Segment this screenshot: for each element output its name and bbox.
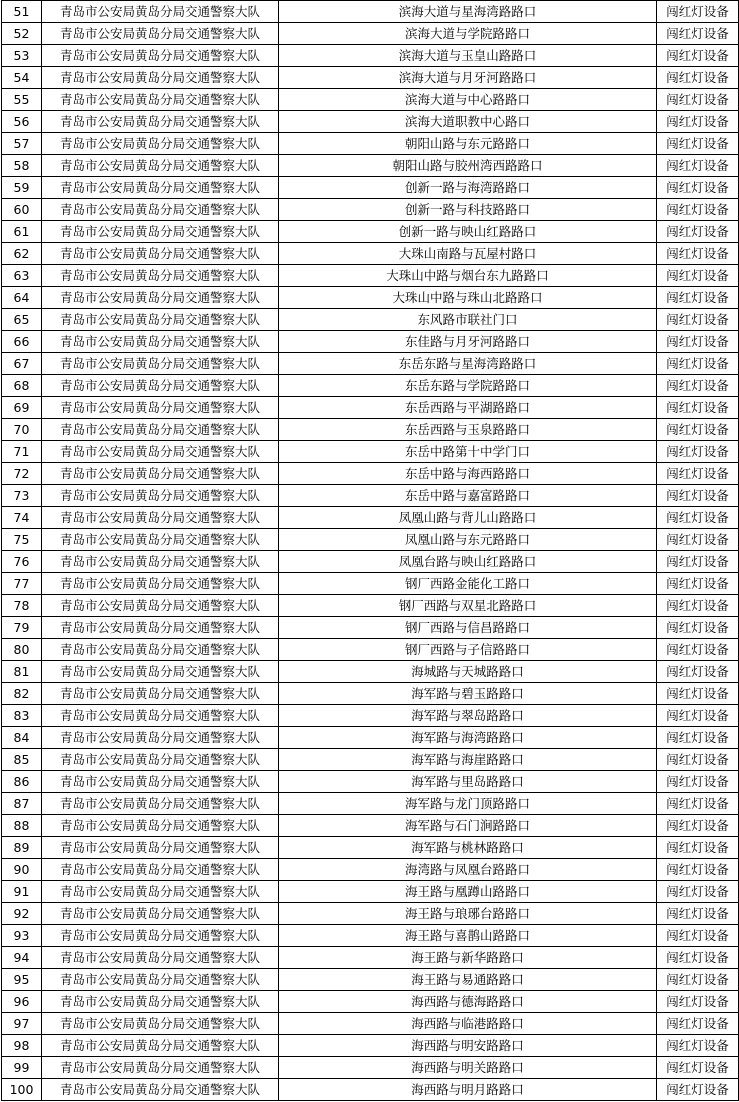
row-unit: 青岛市公安局黄岛分局交通警察大队 (42, 661, 279, 683)
row-device-type: 闯红灯设备 (657, 177, 739, 199)
row-device-type: 闯红灯设备 (657, 573, 739, 595)
table-row (2, 111, 739, 133)
row-unit: 青岛市公安局黄岛分局交通警察大队 (42, 287, 279, 309)
row-device-type: 闯红灯设备 (657, 199, 739, 221)
row-location: 海王路与琅琊台路路口 (279, 903, 657, 925)
table-row (2, 859, 739, 881)
table-row (2, 265, 739, 287)
row-device-type: 闯红灯设备 (657, 595, 739, 617)
row-number: 70 (2, 419, 42, 441)
row-device-type: 闯红灯设备 (657, 529, 739, 551)
row-unit: 青岛市公安局黄岛分局交通警察大队 (42, 617, 279, 639)
row-device-type: 闯红灯设备 (657, 991, 739, 1013)
row-number: 56 (2, 111, 42, 133)
row-number: 85 (2, 749, 42, 771)
row-location: 东风路市联社门口 (279, 309, 657, 331)
row-number: 76 (2, 551, 42, 573)
row-unit: 青岛市公安局黄岛分局交通警察大队 (42, 815, 279, 837)
row-device-type: 闯红灯设备 (657, 89, 739, 111)
table-row (2, 177, 739, 199)
row-unit: 青岛市公安局黄岛分局交通警察大队 (42, 23, 279, 45)
row-location: 凤凰山路与东元路路口 (279, 529, 657, 551)
row-device-type: 闯红灯设备 (657, 221, 739, 243)
row-device-type: 闯红灯设备 (657, 133, 739, 155)
table-row (2, 463, 739, 485)
row-device-type: 闯红灯设备 (657, 243, 739, 265)
table-row (2, 661, 739, 683)
row-number: 74 (2, 507, 42, 529)
row-device-type: 闯红灯设备 (657, 661, 739, 683)
row-number: 100 (2, 1079, 42, 1101)
table-row (2, 67, 739, 89)
row-location: 滨海大道与中心路路口 (279, 89, 657, 111)
row-unit: 青岛市公安局黄岛分局交通警察大队 (42, 793, 279, 815)
row-unit: 青岛市公安局黄岛分局交通警察大队 (42, 155, 279, 177)
row-device-type: 闯红灯设备 (657, 265, 739, 287)
row-number: 69 (2, 397, 42, 419)
table-row (2, 1079, 739, 1101)
row-location: 凤凰山路与背儿山路路口 (279, 507, 657, 529)
row-unit: 青岛市公安局黄岛分局交通警察大队 (42, 903, 279, 925)
row-number: 55 (2, 89, 42, 111)
row-number: 75 (2, 529, 42, 551)
table-row (2, 529, 739, 551)
table-row (2, 617, 739, 639)
row-device-type: 闯红灯设备 (657, 793, 739, 815)
row-unit: 青岛市公安局黄岛分局交通警察大队 (42, 353, 279, 375)
row-location: 凤凰台路与映山红路路口 (279, 551, 657, 573)
row-device-type: 闯红灯设备 (657, 353, 739, 375)
row-unit: 青岛市公安局黄岛分局交通警察大队 (42, 551, 279, 573)
row-device-type: 闯红灯设备 (657, 507, 739, 529)
row-number: 91 (2, 881, 42, 903)
row-device-type: 闯红灯设备 (657, 1079, 739, 1101)
table-row (2, 573, 739, 595)
table-row (2, 771, 739, 793)
table-row (2, 155, 739, 177)
row-device-type: 闯红灯设备 (657, 639, 739, 661)
row-location: 东岳西路与玉泉路路口 (279, 419, 657, 441)
row-location: 钢厂西路与双星北路路口 (279, 595, 657, 617)
row-device-type: 闯红灯设备 (657, 1057, 739, 1079)
row-device-type: 闯红灯设备 (657, 67, 739, 89)
device-table-body (2, 1, 739, 1101)
row-location: 东岳西路与平湖路路口 (279, 397, 657, 419)
row-unit: 青岛市公安局黄岛分局交通警察大队 (42, 111, 279, 133)
row-number: 52 (2, 23, 42, 45)
row-device-type: 闯红灯设备 (657, 881, 739, 903)
row-location: 海军路与桃林路路口 (279, 837, 657, 859)
row-unit: 青岛市公安局黄岛分局交通警察大队 (42, 1079, 279, 1101)
row-number: 87 (2, 793, 42, 815)
row-location: 海军路与碧玉路路口 (279, 683, 657, 705)
row-device-type: 闯红灯设备 (657, 287, 739, 309)
row-location: 海军路与翠岛路路口 (279, 705, 657, 727)
row-location: 东岳东路与学院路路口 (279, 375, 657, 397)
row-unit: 青岛市公安局黄岛分局交通警察大队 (42, 595, 279, 617)
row-number: 54 (2, 67, 42, 89)
row-location: 东岳中路与嘉富路路口 (279, 485, 657, 507)
row-unit: 青岛市公安局黄岛分局交通警察大队 (42, 639, 279, 661)
row-unit: 青岛市公安局黄岛分局交通警察大队 (42, 573, 279, 595)
row-location: 海军路与龙门顶路路口 (279, 793, 657, 815)
row-location: 滨海大道与星海湾路路口 (279, 1, 657, 23)
table-row (2, 375, 739, 397)
row-unit: 青岛市公安局黄岛分局交通警察大队 (42, 507, 279, 529)
row-unit: 青岛市公安局黄岛分局交通警察大队 (42, 485, 279, 507)
row-unit: 青岛市公安局黄岛分局交通警察大队 (42, 1057, 279, 1079)
row-device-type: 闯红灯设备 (657, 727, 739, 749)
table-row (2, 89, 739, 111)
row-device-type: 闯红灯设备 (657, 705, 739, 727)
row-unit: 青岛市公安局黄岛分局交通警察大队 (42, 925, 279, 947)
row-device-type: 闯红灯设备 (657, 485, 739, 507)
row-unit: 青岛市公安局黄岛分局交通警察大队 (42, 45, 279, 67)
row-number: 81 (2, 661, 42, 683)
row-number: 78 (2, 595, 42, 617)
row-number: 84 (2, 727, 42, 749)
row-number: 93 (2, 925, 42, 947)
row-number: 79 (2, 617, 42, 639)
row-device-type: 闯红灯设备 (657, 771, 739, 793)
row-location: 海军路与石门涧路路口 (279, 815, 657, 837)
table-row (2, 1057, 739, 1079)
table-row (2, 837, 739, 859)
table-row (2, 705, 739, 727)
row-device-type: 闯红灯设备 (657, 309, 739, 331)
table-row (2, 815, 739, 837)
row-unit: 青岛市公安局黄岛分局交通警察大队 (42, 727, 279, 749)
row-location: 大珠山中路与珠山北路路口 (279, 287, 657, 309)
row-location: 创新一路与海湾路路口 (279, 177, 657, 199)
table-row (2, 441, 739, 463)
row-device-type: 闯红灯设备 (657, 375, 739, 397)
row-unit: 青岛市公安局黄岛分局交通警察大队 (42, 771, 279, 793)
table-row (2, 23, 739, 45)
row-number: 86 (2, 771, 42, 793)
row-number: 53 (2, 45, 42, 67)
row-location: 朝阳山路与东元路路口 (279, 133, 657, 155)
row-device-type: 闯红灯设备 (657, 463, 739, 485)
row-number: 72 (2, 463, 42, 485)
row-location: 朝阳山路与胶州湾西路路口 (279, 155, 657, 177)
table-row (2, 485, 739, 507)
row-device-type: 闯红灯设备 (657, 1035, 739, 1057)
row-unit: 青岛市公安局黄岛分局交通警察大队 (42, 265, 279, 287)
row-location: 钢厂西路与子信路路口 (279, 639, 657, 661)
row-number: 67 (2, 353, 42, 375)
row-unit: 青岛市公安局黄岛分局交通警察大队 (42, 419, 279, 441)
row-location: 东岳中路与海西路路口 (279, 463, 657, 485)
row-unit: 青岛市公安局黄岛分局交通警察大队 (42, 837, 279, 859)
table-row (2, 683, 739, 705)
device-table (1, 0, 739, 1101)
table-row (2, 793, 739, 815)
row-location: 东佳路与月牙河路路口 (279, 331, 657, 353)
row-number: 98 (2, 1035, 42, 1057)
row-location: 海湾路与凤凰台路路口 (279, 859, 657, 881)
row-number: 57 (2, 133, 42, 155)
table-row (2, 551, 739, 573)
row-location: 创新一路与科技路路口 (279, 199, 657, 221)
row-unit: 青岛市公安局黄岛分局交通警察大队 (42, 199, 279, 221)
row-device-type: 闯红灯设备 (657, 969, 739, 991)
row-unit: 青岛市公安局黄岛分局交通警察大队 (42, 133, 279, 155)
row-number: 64 (2, 287, 42, 309)
row-unit: 青岛市公安局黄岛分局交通警察大队 (42, 705, 279, 727)
table-row (2, 243, 739, 265)
row-unit: 青岛市公安局黄岛分局交通警察大队 (42, 397, 279, 419)
row-device-type: 闯红灯设备 (657, 397, 739, 419)
row-number: 83 (2, 705, 42, 727)
row-unit: 青岛市公安局黄岛分局交通警察大队 (42, 221, 279, 243)
row-device-type: 闯红灯设备 (657, 925, 739, 947)
row-location: 东岳东路与星海湾路路口 (279, 353, 657, 375)
table-row (2, 1013, 739, 1035)
row-number: 60 (2, 199, 42, 221)
row-location: 海王路与易通路路口 (279, 969, 657, 991)
row-device-type: 闯红灯设备 (657, 859, 739, 881)
table-row (2, 925, 739, 947)
row-unit: 青岛市公安局黄岛分局交通警察大队 (42, 749, 279, 771)
row-unit: 青岛市公安局黄岛分局交通警察大队 (42, 89, 279, 111)
row-device-type: 闯红灯设备 (657, 1, 739, 23)
row-number: 95 (2, 969, 42, 991)
row-device-type: 闯红灯设备 (657, 23, 739, 45)
row-unit: 青岛市公安局黄岛分局交通警察大队 (42, 441, 279, 463)
row-number: 73 (2, 485, 42, 507)
row-device-type: 闯红灯设备 (657, 837, 739, 859)
row-device-type: 闯红灯设备 (657, 947, 739, 969)
row-number: 61 (2, 221, 42, 243)
row-location: 海西路与临港路路口 (279, 1013, 657, 1035)
row-device-type: 闯红灯设备 (657, 903, 739, 925)
table-row (2, 507, 739, 529)
row-unit: 青岛市公安局黄岛分局交通警察大队 (42, 947, 279, 969)
row-location: 海王路与凰蹲山路路口 (279, 881, 657, 903)
table-row (2, 595, 739, 617)
row-location: 海王路与喜鹊山路路口 (279, 925, 657, 947)
row-device-type: 闯红灯设备 (657, 441, 739, 463)
row-unit: 青岛市公安局黄岛分局交通警察大队 (42, 309, 279, 331)
row-number: 89 (2, 837, 42, 859)
table-row (2, 639, 739, 661)
row-unit: 青岛市公安局黄岛分局交通警察大队 (42, 1035, 279, 1057)
row-location: 东岳中路第十中学门口 (279, 441, 657, 463)
table-row (2, 991, 739, 1013)
row-location: 创新一路与映山红路路口 (279, 221, 657, 243)
row-number: 58 (2, 155, 42, 177)
table-row (2, 881, 739, 903)
table-row (2, 903, 739, 925)
table-row (2, 727, 739, 749)
row-number: 68 (2, 375, 42, 397)
row-unit: 青岛市公安局黄岛分局交通警察大队 (42, 331, 279, 353)
row-number: 66 (2, 331, 42, 353)
row-unit: 青岛市公安局黄岛分局交通警察大队 (42, 177, 279, 199)
row-number: 71 (2, 441, 42, 463)
row-location: 滨海大道与玉皇山路路口 (279, 45, 657, 67)
row-number: 62 (2, 243, 42, 265)
row-device-type: 闯红灯设备 (657, 419, 739, 441)
row-number: 90 (2, 859, 42, 881)
row-device-type: 闯红灯设备 (657, 815, 739, 837)
table-row (2, 309, 739, 331)
row-unit: 青岛市公安局黄岛分局交通警察大队 (42, 375, 279, 397)
row-device-type: 闯红灯设备 (657, 1013, 739, 1035)
row-number: 94 (2, 947, 42, 969)
row-unit: 青岛市公安局黄岛分局交通警察大队 (42, 859, 279, 881)
row-unit: 青岛市公安局黄岛分局交通警察大队 (42, 683, 279, 705)
row-location: 海西路与明关路路口 (279, 1057, 657, 1079)
row-unit: 青岛市公安局黄岛分局交通警察大队 (42, 1, 279, 23)
row-unit: 青岛市公安局黄岛分局交通警察大队 (42, 243, 279, 265)
row-location: 滨海大道与学院路路口 (279, 23, 657, 45)
table-row (2, 419, 739, 441)
row-number: 97 (2, 1013, 42, 1035)
table-row (2, 969, 739, 991)
row-device-type: 闯红灯设备 (657, 551, 739, 573)
row-location: 海军路与海湾路路口 (279, 727, 657, 749)
row-location: 钢厂西路与信昌路路口 (279, 617, 657, 639)
row-location: 大珠山南路与瓦屋村路口 (279, 243, 657, 265)
table-row (2, 749, 739, 771)
row-number: 63 (2, 265, 42, 287)
row-number: 99 (2, 1057, 42, 1079)
table-row (2, 1035, 739, 1057)
table-row (2, 397, 739, 419)
row-location: 海王路与新华路路口 (279, 947, 657, 969)
row-unit: 青岛市公安局黄岛分局交通警察大队 (42, 529, 279, 551)
row-number: 82 (2, 683, 42, 705)
row-number: 88 (2, 815, 42, 837)
row-location: 海西路与明月路路口 (279, 1079, 657, 1101)
table-row (2, 331, 739, 353)
table-row (2, 1, 739, 23)
row-device-type: 闯红灯设备 (657, 749, 739, 771)
row-location: 海城路与天城路路口 (279, 661, 657, 683)
row-unit: 青岛市公安局黄岛分局交通警察大队 (42, 881, 279, 903)
row-location: 海军路与海崖路路口 (279, 749, 657, 771)
table-row (2, 221, 739, 243)
table-row (2, 45, 739, 67)
row-location: 滨海大道职教中心路口 (279, 111, 657, 133)
row-location: 海西路与德海路路口 (279, 991, 657, 1013)
row-device-type: 闯红灯设备 (657, 111, 739, 133)
row-number: 51 (2, 1, 42, 23)
table-row (2, 199, 739, 221)
row-device-type: 闯红灯设备 (657, 683, 739, 705)
row-device-type: 闯红灯设备 (657, 331, 739, 353)
row-number: 59 (2, 177, 42, 199)
row-device-type: 闯红灯设备 (657, 617, 739, 639)
table-row (2, 133, 739, 155)
table-row (2, 353, 739, 375)
row-unit: 青岛市公安局黄岛分局交通警察大队 (42, 991, 279, 1013)
table-row (2, 947, 739, 969)
row-number: 77 (2, 573, 42, 595)
row-unit: 青岛市公安局黄岛分局交通警察大队 (42, 1013, 279, 1035)
table-row (2, 287, 739, 309)
row-unit: 青岛市公安局黄岛分局交通警察大队 (42, 67, 279, 89)
row-device-type: 闯红灯设备 (657, 155, 739, 177)
row-number: 65 (2, 309, 42, 331)
row-location: 滨海大道与月牙河路路口 (279, 67, 657, 89)
row-number: 80 (2, 639, 42, 661)
row-number: 96 (2, 991, 42, 1013)
row-unit: 青岛市公安局黄岛分局交通警察大队 (42, 463, 279, 485)
row-location: 海西路与明安路路口 (279, 1035, 657, 1057)
row-unit: 青岛市公安局黄岛分局交通警察大队 (42, 969, 279, 991)
row-device-type: 闯红灯设备 (657, 45, 739, 67)
row-location: 海军路与里岛路路口 (279, 771, 657, 793)
row-location: 钢厂西路金能化工路口 (279, 573, 657, 595)
row-number: 92 (2, 903, 42, 925)
row-location: 大珠山中路与烟台东九路路口 (279, 265, 657, 287)
